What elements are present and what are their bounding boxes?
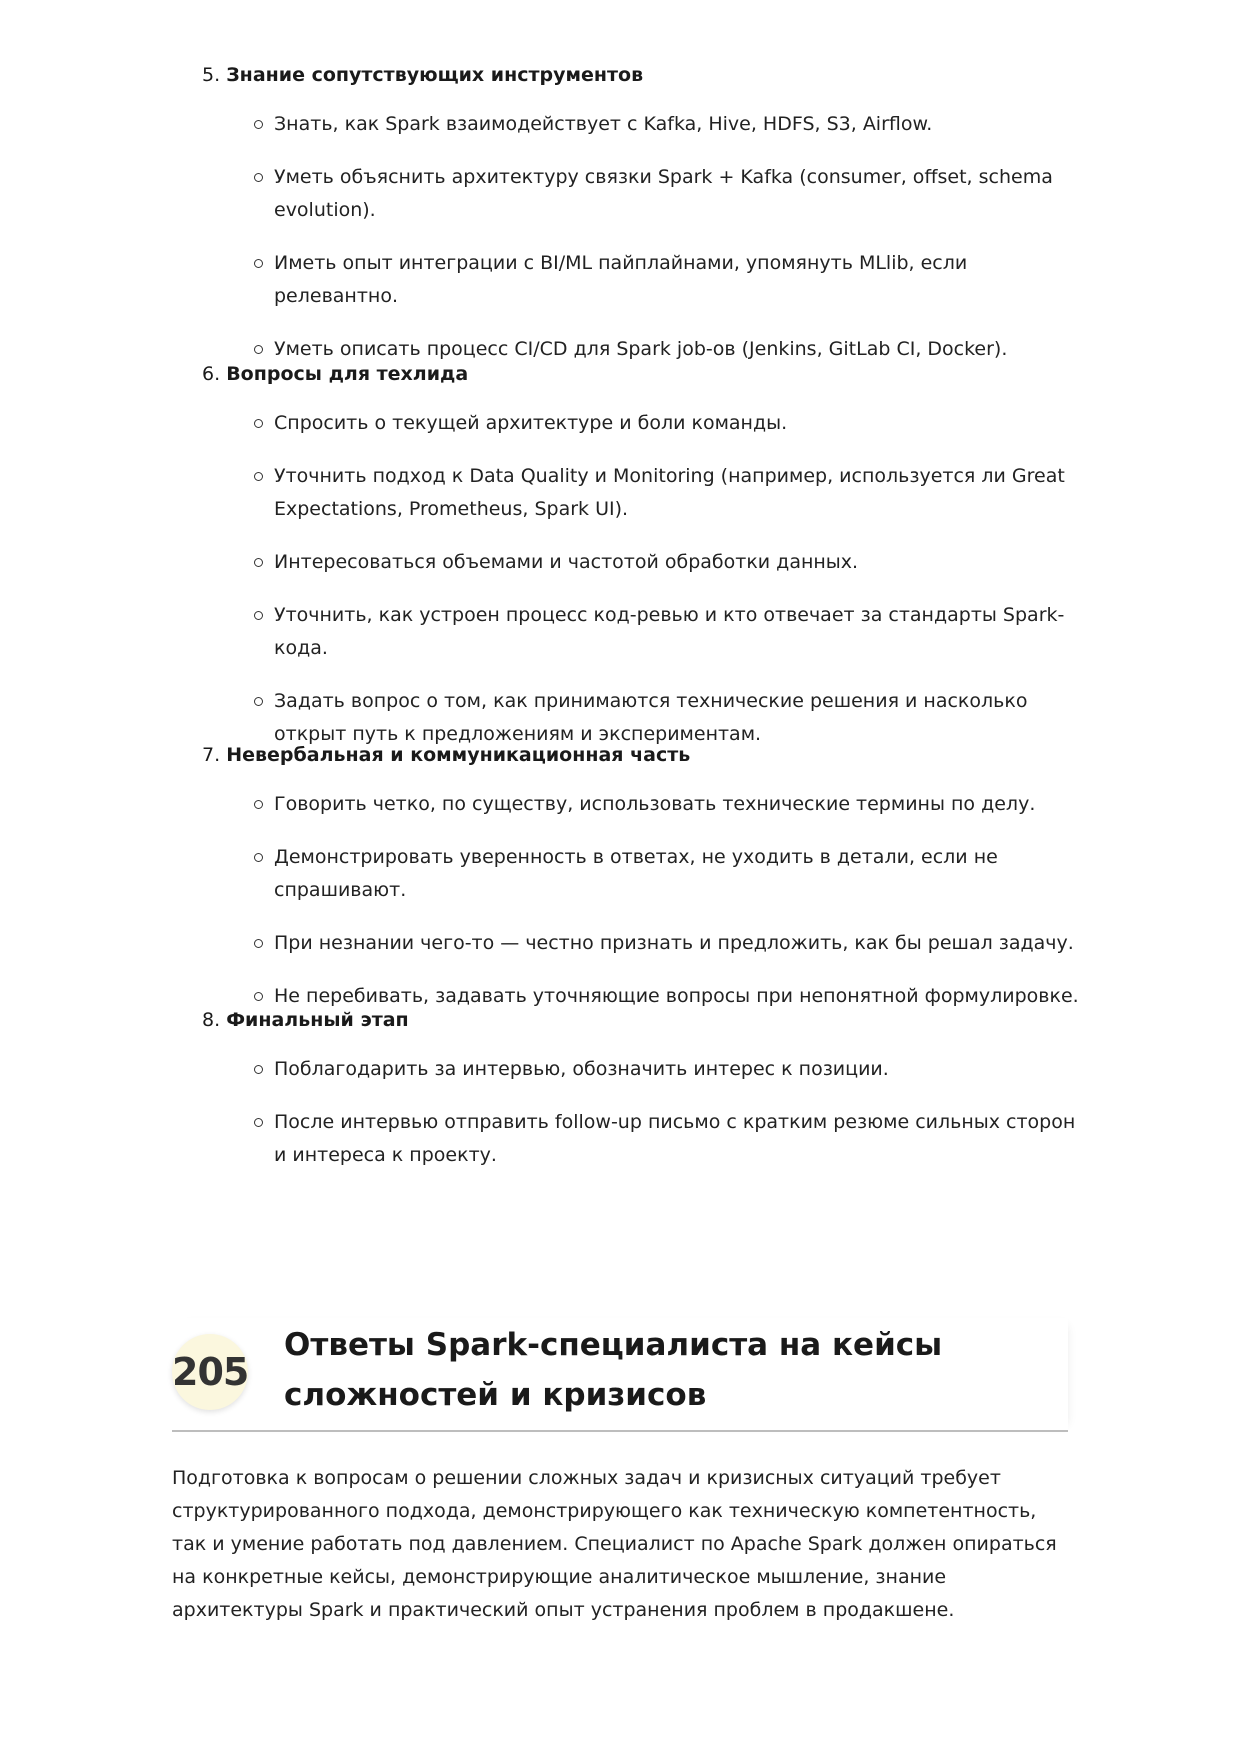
list-item [202,1053,1082,1086]
list-item-text: Не перебивать, задавать уточняющие вопросы при непонятной формулировке. [274,985,1079,1007]
bullet-list [202,108,1082,366]
circle-bullet-icon [254,558,263,567]
list-item [202,460,1082,526]
intro-paragraph: Подготовка к вопросам о решении сложных задач и кризисных ситуаций требует структурированного подхода, демонстрирующего как техническую компетентность, так и умение работать под давлением. Специалист по Apache Spark должен опираться на конкретные кейсы, демонстрирующие аналитическое мышление, знание архитектуры Spark и практический опыт устранения проблем в продакшене. [172,1467,1057,1621]
list-item-text: Уметь описать процесс CI/CD для Spark job-ов (Jenkins, GitLab CI, Docker). [274,338,1008,360]
list-item-text: Говорить четко, по существу, использовать технические термины по делу. [274,793,1036,815]
list-item-text: Иметь опыт интеграции с BI/ML пайплайнами, упомянуть MLlib, если релевантно. [274,252,968,307]
circle-bullet-icon [254,800,263,809]
chapter-number: 205 [172,1350,249,1394]
list-item-text: Уметь объяснить архитектуру связки Spark + Kafka (consumer, offset, schema evolution). [274,166,1053,221]
list-item-text: Уточнить, как устроен процесс код-ревью и кто отвечает за стандарты Spark-кода. [274,604,1065,659]
section-number: 8. [202,1009,221,1031]
section-heading [202,1007,1082,1033]
list-item [202,546,1082,579]
circle-bullet-icon [254,697,263,706]
circle-bullet-icon [254,1118,263,1127]
list-item [202,788,1082,821]
list-item-text: Поблагодарить за интервью, обозначить интерес к позиции. [274,1058,889,1080]
section-heading [202,742,1082,768]
circle-bullet-icon [254,1065,263,1074]
list-item-text: После интервью отправить follow-up письмо с кратким резюме сильных сторон и интереса к проекту. [274,1111,1076,1166]
circle-bullet-icon [254,173,263,182]
section-title: Невербальная и коммуникационная часть [226,744,691,766]
circle-bullet-icon [254,611,263,620]
list-item-text: Знать, как Spark взаимодействует с Kafka, Hive, HDFS, S3, Airflow. [274,113,933,135]
circle-bullet-icon [254,472,263,481]
section-title: Знание сопутствующих инструментов [226,64,644,86]
list-item-text: Демонстрировать уверенность в ответах, не уходить в детали, если не спрашивают. [274,846,998,901]
section-number: 5. [202,64,221,86]
bullet-list [202,407,1082,751]
section-title: Вопросы для техлида [226,363,469,385]
section-7 [202,742,1082,1013]
list-item-text: При незнании чего-то — честно признать и предложить, как бы решал задачу. [274,932,1074,954]
circle-bullet-icon [254,259,263,268]
circle-bullet-icon [254,419,263,428]
section-5 [202,62,1082,366]
section-heading [202,361,1082,387]
list-item-text: Уточнить подход к Data Quality и Monitoring (например, используется ли Great Expectations, Prometheus, Spark UI). [274,465,1065,520]
list-item-text: Задать вопрос о том, как принимаются технические решения и насколько открыт путь к предложениям и экспериментам. [274,690,1028,745]
chapter-header [172,1318,1068,1432]
list-item-text: Спросить о текущей архитектуре и боли команды. [274,412,788,434]
list-item [202,1106,1082,1172]
section-heading [202,62,1082,88]
circle-bullet-icon [254,992,263,1001]
section-title: Финальный этап [226,1009,409,1031]
circle-bullet-icon [254,853,263,862]
list-item [202,407,1082,440]
list-item [202,841,1082,907]
list-item [202,247,1082,313]
section-number: 6. [202,363,221,385]
list-item-text: Интересоваться объемами и частотой обработки данных. [274,551,859,573]
list-item [202,108,1082,141]
list-item [202,599,1082,665]
circle-bullet-icon [254,939,263,948]
chapter-title: Ответы Spark-специалиста на кейсы сложностей и кризисов [284,1327,943,1413]
bullet-list [202,788,1082,1013]
circle-bullet-icon [254,345,263,354]
circle-bullet-icon [254,120,263,129]
list-item [202,161,1082,227]
section-number: 7. [202,744,221,766]
section-8 [202,1007,1082,1172]
list-item [202,927,1082,960]
section-6 [202,361,1082,751]
bullet-list [202,1053,1082,1172]
